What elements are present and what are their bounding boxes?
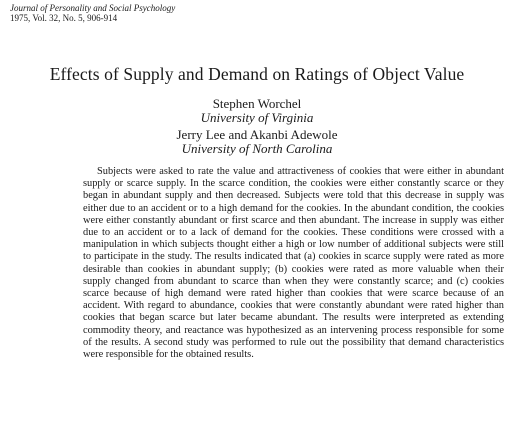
author-affiliation-2: University of North Carolina <box>181 141 333 156</box>
journal-volume-info: 1975, Vol. 32, No. 5, 906-914 <box>10 13 118 23</box>
author-name-1: Stephen Worchel <box>212 96 302 111</box>
author-affiliation-1: University of Virginia <box>200 110 314 125</box>
journal-name: Journal of Personality and Social Psychology <box>10 3 176 13</box>
abstract <box>83 166 504 361</box>
paper-title: Effects of Supply and Demand on Ratings of Object Value <box>49 64 465 84</box>
abstract-text: Subjects were asked to rate the value and attractiveness of cookies that were either in abundant supply or scarce supply. In the scarce condition, the cookies were either constantly scarce or they began in abundant supply and then decreased. Subjects were told that this decrease in supply was either due to an accident or to a high demand for the cookies. In the abundant condition, the cookies were either constantly abundant or first scarce and then abundant. The increase in supply was either due to an accident or to a lack of demand for the cookies. These conditions were crossed with a manipulation in which subjects thought either a high or low number of additional subjects were still to participate in the study. The results indicated that (a) cookies in scarce supply were rated as more desirable than cookies in abundant supply; (b) cookies were rated as more valuable when their supply changed from abundant to scarce than when they were constantly scarce; and (c) cookies scarce because of high demand were rated higher than cookies that were scarce because of an accident. With regard to abundance, cookies that were constantly abundant were rated higher than cookies that began scarce but later became abundant. The results were interpreted as extending commodity theory, and reactance was hypothesized as an intervening process responsible for some of the results. A second study was performed to rule out the possibility that demand characteristics were responsible for the obtained results. <box>83 166 504 361</box>
author-name-2: Jerry Lee and Akanbi Adewole <box>176 127 338 142</box>
journal-header <box>10 3 175 23</box>
author-block <box>0 97 514 156</box>
